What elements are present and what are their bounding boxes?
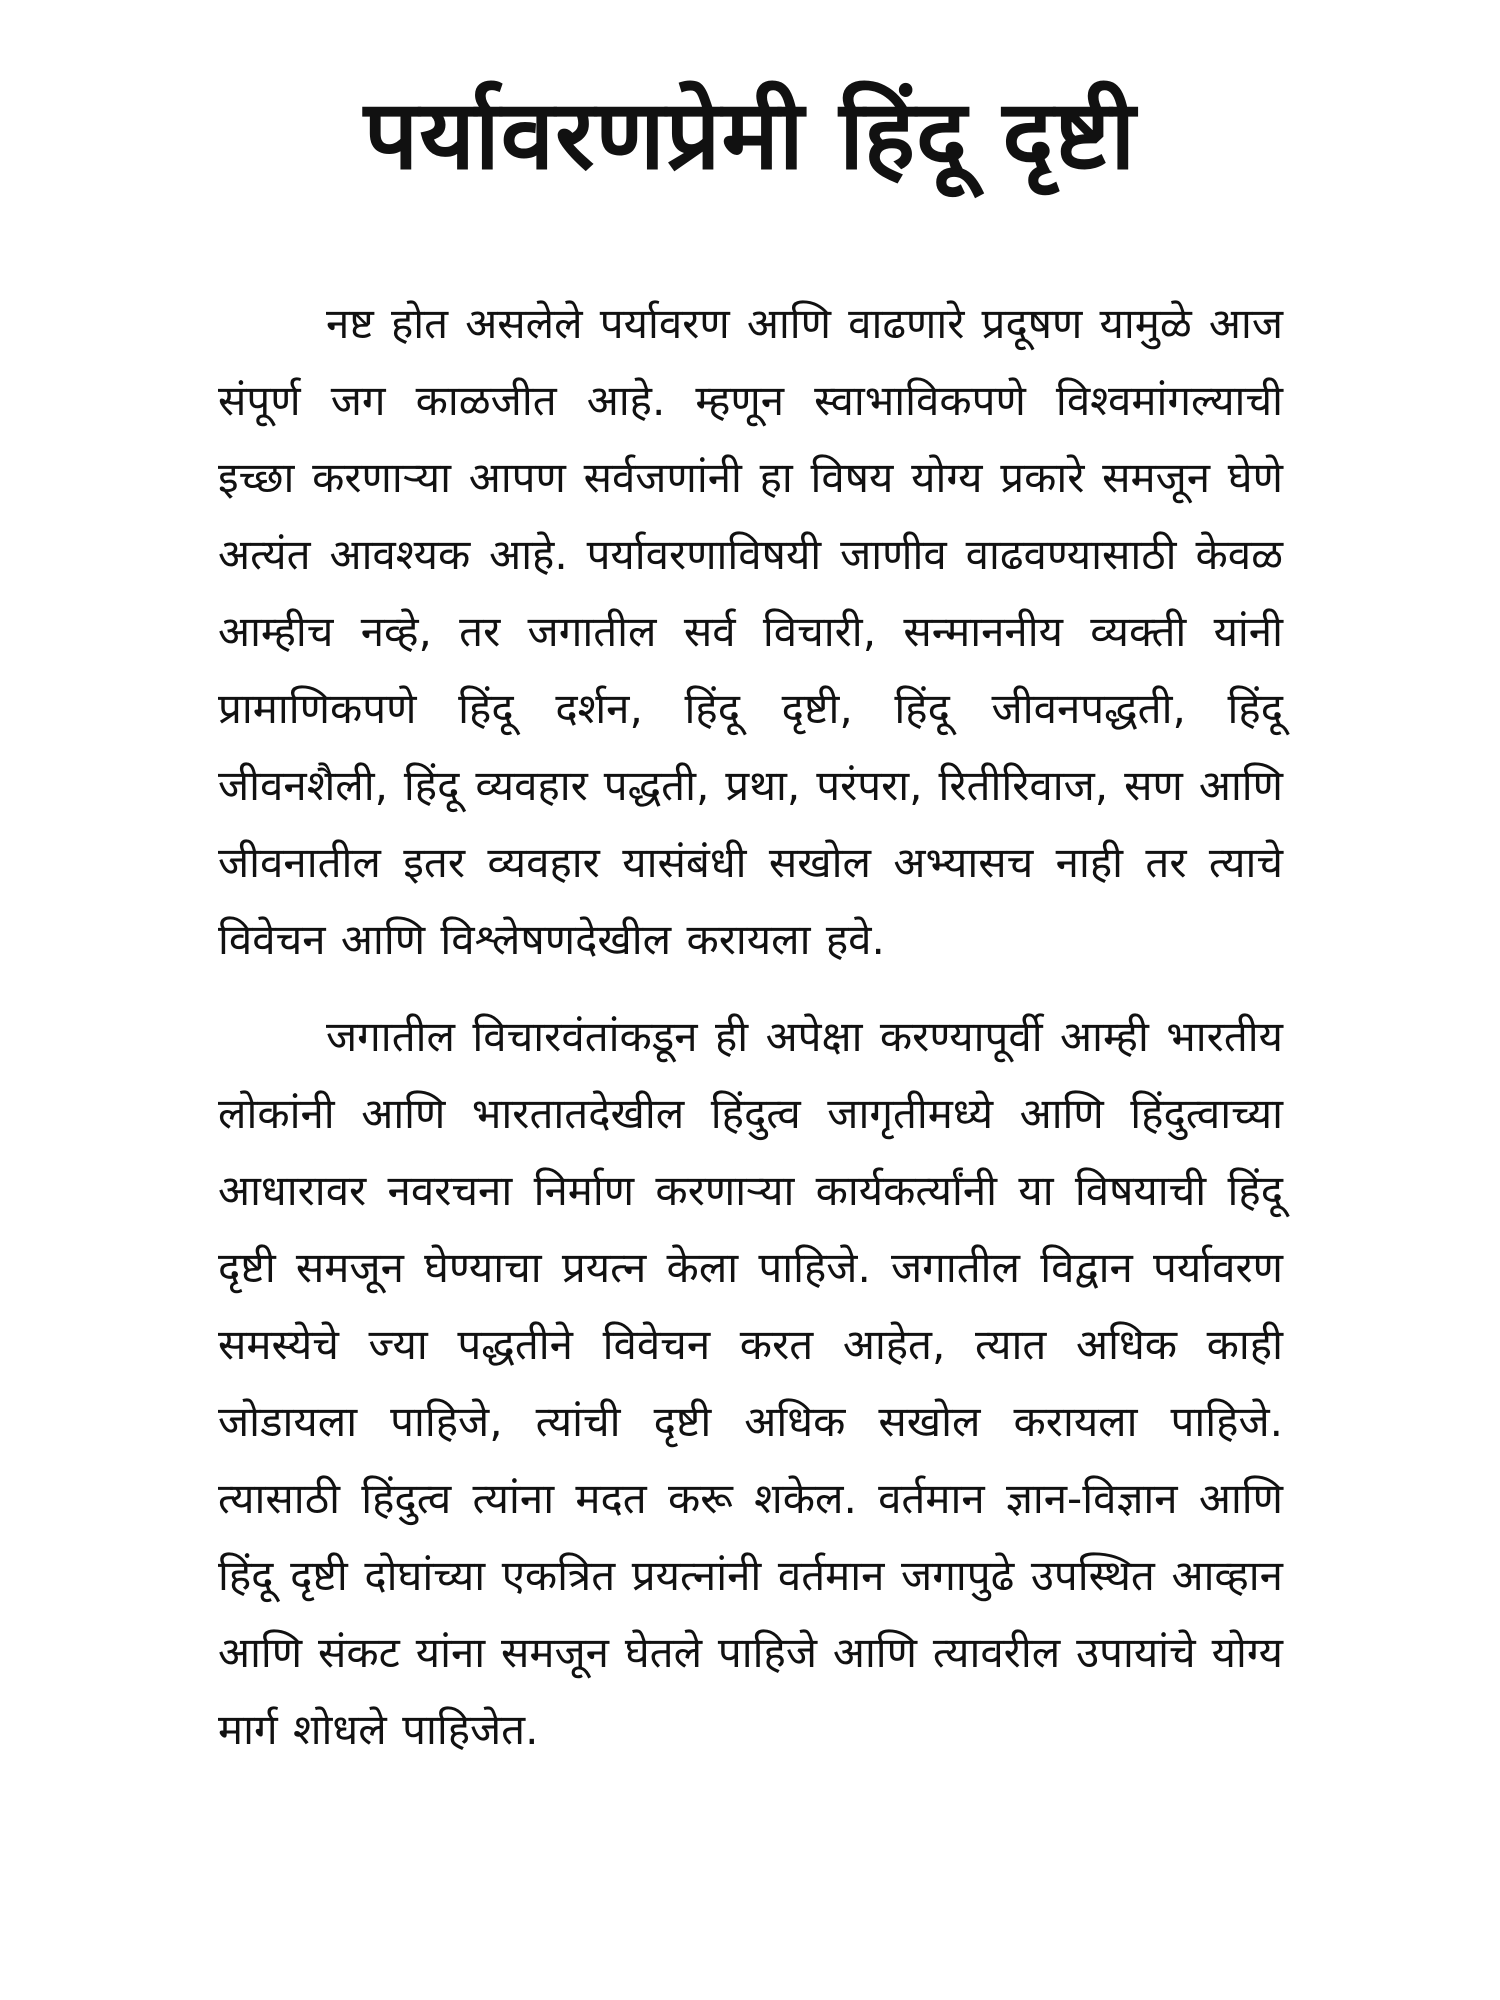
article-title: पर्यावरणप्रेमी हिंदू दृष्टी (363, 79, 1137, 191)
article-paragraph-1: नष्ट होत असलेले पर्यावरण आणि वाढणारे प्रदूषण यामुळे आज संपूर्ण जग काळजीत आहे. म्हणून स्वाभाविकपणे विश्वमांगल्याची इच्छा करणाऱ्या आपण सर्वजणांनी हा विषय योग्य प्रकारे समजून घेणे अत्यंत आवश्यक आहे. पर्यावरणाविषयी जाणीव वाढवण्यासाठी केवळ आम्हीच नव्हे, तर जगातील सर्व विचारी, सन्माननीय व्यक्ती यांनी प्रामाणिकपणे हिंदू दर्शन, हिंदू दृष्टी, हिंदू जीवनपद्धती, हिंदू जीवनशैली, हिंदू व्यवहार पद्धती, प्रथा, परंपरा, रितीरिवाज, सण आणि जीवनातील इतर व्यवहार यासंबंधी सखोल अभ्यासच नाही तर त्याचे विवेचन आणि विश्लेषणदेखील करायला हवे. (218, 299, 1283, 964)
article-body (218, 285, 1283, 1768)
article-paragraph-2: जगातील विचारवंतांकडून ही अपेक्षा करण्यापूर्वी आम्ही भारतीय लोकांनी आणि भारतातदेखील हिंदुत्व जागृतीमध्ये आणि हिंदुत्वाच्या आधारावर नवरचना निर्माण करणाऱ्या कार्यकर्त्यांनी या विषयाची हिंदू दृष्टी समजून घेण्याचा प्रयत्न केला पाहिजे. जगातील विद्वान पर्यावरण समस्येचे ज्या पद्धतीने विवेचन करत आहेत, त्यात अधिक काही जोडायला पाहिजे, त्यांची दृष्टी अधिक सखोल करायला पाहिजे. त्यासाठी हिंदुत्व त्यांना मदत करू शकेल. वर्तमान ज्ञान-विज्ञान आणि हिंदू दृष्टी दोघांच्या एकत्रित प्रयत्नांनी वर्तमान जगापुढे उपस्थित आव्हान आणि संकट यांना समजून घेतले पाहिजे आणि त्यावरील उपायांचे योग्य मार्ग शोधले पाहिजेत. (218, 1012, 1283, 1754)
